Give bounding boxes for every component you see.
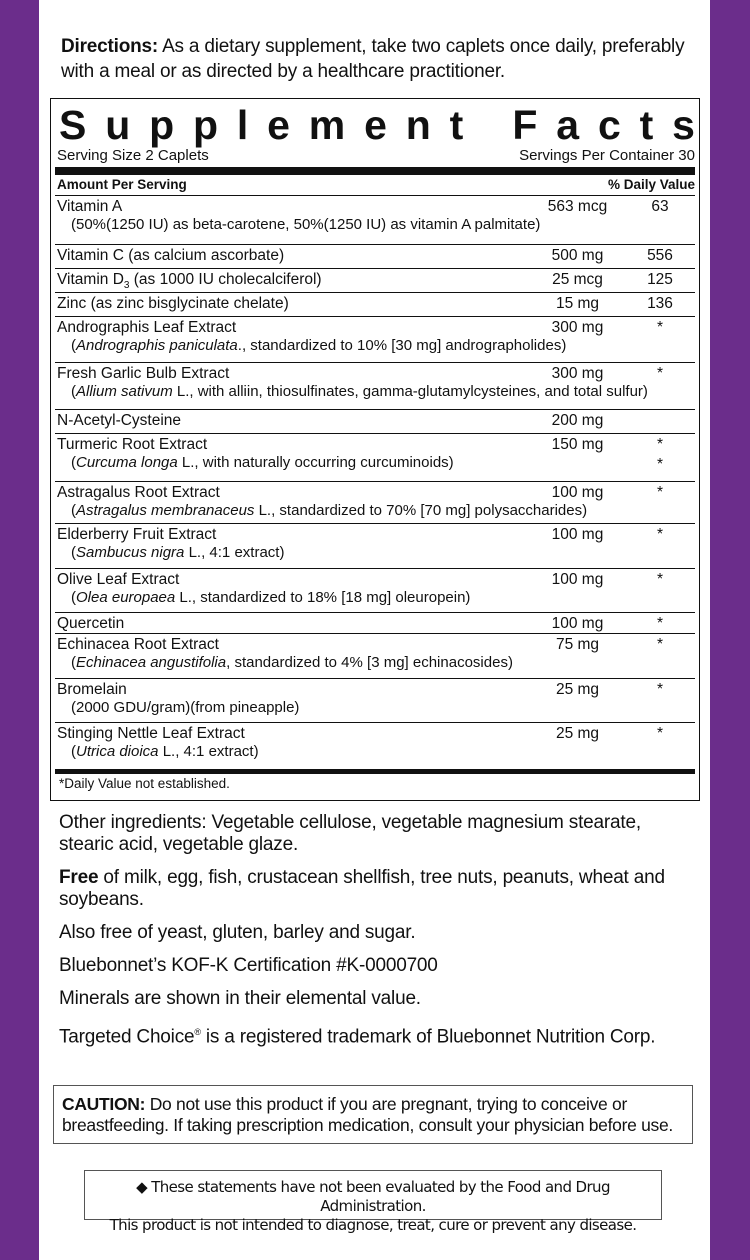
botanical-name: Sambucus nigra xyxy=(76,544,185,561)
column-headers xyxy=(57,177,695,192)
nutrient-name: Astragalus Root Extract xyxy=(57,484,220,501)
nutrient-row xyxy=(55,316,695,362)
nutrient-amount: 100 mg xyxy=(551,484,604,501)
botanical-name: Utrica dioica xyxy=(76,743,159,760)
daily-value-header: % Daily Value xyxy=(607,177,695,192)
nutrient-name: Bromelain xyxy=(57,681,127,698)
thick-divider-bottom xyxy=(55,769,695,774)
title-letter: a xyxy=(556,102,580,148)
nutrient-name: Vitamin A xyxy=(57,198,123,215)
nutrient-row xyxy=(55,268,695,292)
nutrient-description xyxy=(57,743,695,761)
nutrient-description xyxy=(57,544,695,562)
description-part: ., standardized to 10% [30 mg] andrographolides) xyxy=(237,337,567,354)
description-part: ( xyxy=(71,502,76,519)
nutrient-row xyxy=(55,568,695,612)
nutrient-description xyxy=(57,502,695,520)
title-letter: p xyxy=(149,102,175,148)
directions-text xyxy=(61,34,701,84)
serving-size: Serving Size 2 Caplets xyxy=(57,147,209,164)
allergen-statement xyxy=(59,867,699,911)
title-letter: s xyxy=(672,102,695,148)
title-gap xyxy=(482,101,493,149)
description-part: ( xyxy=(71,743,76,760)
registered-mark: ® xyxy=(194,1027,201,1037)
description-part: (2000 GDU/gram)(from pineapple) xyxy=(71,699,300,716)
description-part: L., with naturally occurring curcuminoids) xyxy=(177,454,454,471)
nutrient-daily-value: * xyxy=(656,571,664,588)
nutrient-daily-value-secondary: * xyxy=(656,456,664,473)
nutrient-row xyxy=(55,433,695,481)
nutrient-name: Zinc (as zinc bisglycinate chelate) xyxy=(57,295,289,312)
nutrient-name: Olive Leaf Extract xyxy=(57,571,180,588)
nutrient-rows xyxy=(55,195,695,768)
nutrient-name-subscript: 3 xyxy=(123,280,130,292)
other-ingredients: Other ingredients: Vegetable cellulose, vegetable magnesium stearate, stearic acid, vegetable glaze. xyxy=(59,812,641,855)
nutrient-row xyxy=(55,292,695,316)
description-part: , standardized to 4% [3 mg] echinacosides) xyxy=(226,654,513,671)
serving-info xyxy=(57,147,695,164)
caution-label: CAUTION: xyxy=(62,1094,146,1114)
title-letter: e xyxy=(364,102,387,148)
nutrient-amount: 25 mcg xyxy=(552,271,603,288)
description-part: ( xyxy=(71,337,76,354)
nutrient-amount: 300 mg xyxy=(551,365,604,382)
nutrient-description xyxy=(57,337,695,355)
title-letter: m xyxy=(308,102,346,148)
title-letter: c xyxy=(597,102,621,148)
nutrient-description xyxy=(57,589,695,607)
nutrient-row xyxy=(55,722,695,768)
nutrient-daily-value: * xyxy=(656,365,664,382)
certification-statement: Bluebonnet’s KOF-K Certification #K-0000700 xyxy=(59,955,438,976)
nutrient-daily-value: 136 xyxy=(647,295,673,312)
title-letter: t xyxy=(639,102,654,148)
description-part: L., with alliin, thiosulfinates, gamma-glutamylcysteines, and total sulfur) xyxy=(172,383,648,400)
nutrient-amount: 200 mg xyxy=(551,412,604,429)
botanical-name: Curcuma longa xyxy=(76,454,178,471)
nutrient-amount: 100 mg xyxy=(551,526,604,543)
nutrient-amount: 563 mcg xyxy=(547,198,608,215)
title-letter: S xyxy=(59,102,87,148)
nutrient-name: Quercetin xyxy=(57,615,125,632)
nutrient-daily-value: * xyxy=(656,526,664,543)
fda-disclaimer-box xyxy=(84,1170,662,1234)
free-text: of milk, egg, fish, crustacean shellfish, tree nuts, peanuts, wheat and soybeans. xyxy=(59,867,665,910)
supplement-facts-panel xyxy=(50,98,700,801)
description-part: ( xyxy=(71,383,76,400)
nutrient-daily-value: 63 xyxy=(651,198,669,215)
botanical-name: Allium sativum xyxy=(76,383,173,400)
nutrient-row xyxy=(55,633,695,678)
caution-text: Do not use this product if you are pregnant, trying to conceive or breastfeeding. If taking prescription medication, consult your physician before use. xyxy=(62,1094,673,1135)
directions-body: As a dietary supplement, take two caplets once daily, preferably with a meal or as directed by a healthcare practitioner. xyxy=(61,36,685,82)
nutrient-description xyxy=(57,383,695,401)
title-letter: n xyxy=(405,102,431,148)
nutrient-daily-value: * xyxy=(656,436,664,453)
description-part: L., standardized to 18% [18 mg] oleuropein) xyxy=(175,589,471,606)
nutrient-daily-value: * xyxy=(656,636,664,653)
nutrient-name: Elderberry Fruit Extract xyxy=(57,526,217,543)
nutrient-description: (50%(1250 IU) as beta-carotene, 50%(1250 IU) as vitamin A palmitate) xyxy=(71,216,541,233)
free-label: Free xyxy=(59,867,99,888)
nutrient-amount: 100 mg xyxy=(551,571,604,588)
minerals-statement: Minerals are shown in their elemental value. xyxy=(59,988,421,1009)
fda-disclaimer-line1: ◆ These statements have not been evaluated by the Food and Drug Administration. xyxy=(136,1178,610,1215)
title-letter: u xyxy=(105,102,131,148)
nutrient-amount: 75 mg xyxy=(555,636,600,653)
description-part: ( xyxy=(71,544,76,561)
directions-label: Directions: xyxy=(61,36,159,57)
nutrient-row xyxy=(55,612,695,633)
title-letter: e xyxy=(267,102,290,148)
description-part: ( xyxy=(71,654,76,671)
nutrient-daily-value: * xyxy=(656,725,664,742)
botanical-name: Astragalus membranaceus xyxy=(76,502,255,519)
left-purple-band xyxy=(0,0,39,1260)
nutrient-name-part: (as 1000 IU cholecalciferol) xyxy=(129,271,322,288)
nutrient-description xyxy=(57,699,695,717)
description-part: ( xyxy=(71,589,76,606)
nutrient-amount: 300 mg xyxy=(551,319,604,336)
nutrient-name: Fresh Garlic Bulb Extract xyxy=(57,365,230,382)
title-letter: F xyxy=(512,102,538,148)
nutrient-daily-value: 125 xyxy=(647,271,673,288)
nutrient-row xyxy=(55,481,695,523)
nutrient-daily-value: * xyxy=(656,484,664,501)
nutrient-row xyxy=(55,244,695,268)
nutrient-description xyxy=(57,454,695,472)
nutrient-row xyxy=(55,409,695,433)
label-panel xyxy=(39,0,710,1260)
nutrient-description xyxy=(57,654,695,672)
title-letter: l xyxy=(236,102,249,148)
nutrient-name: Turmeric Root Extract xyxy=(57,436,208,453)
nutrient-amount: 150 mg xyxy=(551,436,604,453)
nutrient-name: Vitamin C (as calcium ascorbate) xyxy=(57,247,285,264)
description-part: ( xyxy=(71,454,76,471)
nutrient-name: Andrographis Leaf Extract xyxy=(57,319,237,336)
nutrient-name: Echinacea Root Extract xyxy=(57,636,219,653)
nutrient-row xyxy=(55,362,695,409)
nutrient-amount: 500 mg xyxy=(551,247,604,264)
nutrient-daily-value: * xyxy=(656,319,664,336)
description-part: L., 4:1 extract) xyxy=(158,743,259,760)
nutrient-amount: 25 mg xyxy=(555,681,600,698)
botanical-name: Echinacea angustifolia xyxy=(76,654,227,671)
trademark-name: Targeted Choice xyxy=(59,1026,195,1048)
nutrient-name: Stinging Nettle Leaf Extract xyxy=(57,725,245,742)
nutrient-row xyxy=(55,678,695,722)
amount-per-serving-header: Amount Per Serving xyxy=(57,177,187,192)
caution-box xyxy=(53,1085,693,1144)
nutrient-row xyxy=(55,195,695,244)
description-part: L., standardized to 70% [70 mg] polysaccharides) xyxy=(254,502,588,519)
right-purple-band xyxy=(710,0,750,1260)
daily-value-footnote: *Daily Value not established. xyxy=(59,776,230,791)
nutrient-name-part: Vitamin D xyxy=(57,271,124,288)
nutrient-name: N-Acetyl-Cysteine xyxy=(57,412,182,429)
thick-divider xyxy=(55,167,695,175)
fda-disclaimer-line2: This product is not intended to diagnose, treat, cure or prevent any disease. xyxy=(109,1216,637,1234)
other-information xyxy=(59,812,699,1059)
nutrient-amount: 25 mg xyxy=(555,725,600,742)
nutrient-amount: 15 mg xyxy=(555,295,600,312)
title-letter: t xyxy=(449,102,464,148)
servings-per-container: Servings Per Container 30 xyxy=(519,147,695,164)
nutrient-daily-value: * xyxy=(656,681,664,698)
title-letter: p xyxy=(192,102,219,148)
botanical-name: Andrographis paniculata xyxy=(76,337,238,354)
trademark-text: is a registered trademark of Bluebonnet Nutrition Corp. xyxy=(200,1026,656,1048)
trademark-statement xyxy=(59,1021,699,1048)
nutrient-row xyxy=(55,523,695,568)
botanical-name: Olea europaea xyxy=(76,589,176,606)
nutrient-daily-value: * xyxy=(656,615,664,632)
supplement-facts-title xyxy=(59,101,695,149)
nutrient-daily-value: 556 xyxy=(647,247,673,264)
also-free-statement: Also free of yeast, gluten, barley and sugar. xyxy=(59,922,416,943)
nutrient-amount: 100 mg xyxy=(551,615,604,632)
description-part: L., 4:1 extract) xyxy=(184,544,285,561)
